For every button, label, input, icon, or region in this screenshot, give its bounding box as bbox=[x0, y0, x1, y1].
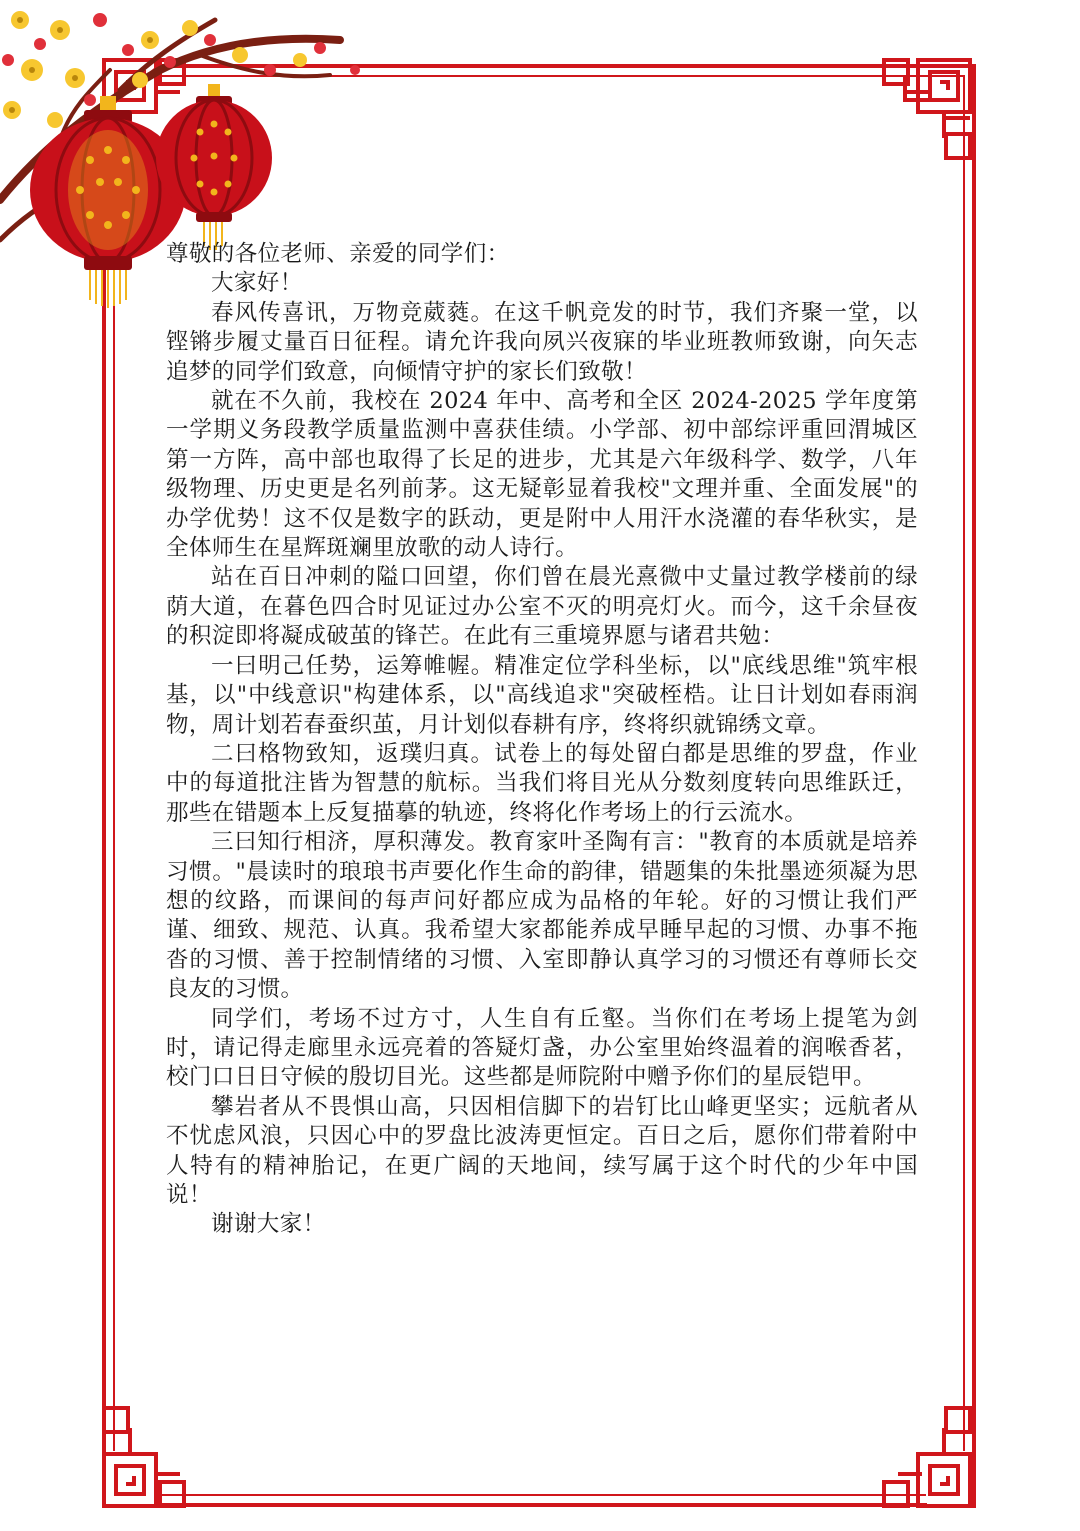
paragraph-achievements: 就在不久前，我校在 2024 年中、高考和全区 2024-2025 学年度第一学期义务段教学质量监测中喜获佳绩。小学部、初中部综评重回渭城区第一方阵，高中部也取得了长足的进步，尤其是六年级科学、数学，八年级物理、历史更是名列前茅。这无疑彰显着我校"文理并重、全面发展"的办学优势！这不仅是数字的跃动，更是附中人用汗水浇灌的春华秋实，是全体师生在星辉斑斓里放歌的动人诗行。 bbox=[166, 388, 918, 562]
paragraph-first-realm: 一曰明己任势，运筹帷幄。精准定位学科坐标，以"底线思维"筑牢根基，以"中线意识"构建体系，以"高线追求"突破桎梏。让日计划如春雨润物，周计划若春蚕织茧，月计划似春耕有序，终将织就锦绣文章。 bbox=[166, 652, 918, 738]
paragraph-third-realm: 三曰知行相济，厚积薄发。教育家叶圣陶有言："教育的本质就是培养习惯。"晨读时的琅琅书声要化作生命的韵律，错题集的朱批墨迹须凝为思想的纹路，而课间的每声问好都应成为品格的年轮。好的习惯让我们严谨、细致、规范、认真。我希望大家都能养成早睡早起的习惯、办事不拖沓的习惯、善于控制情绪的习惯、入室即静认真学习的习惯还有尊师长交良友的习惯。 bbox=[166, 829, 918, 1003]
salutation: 尊敬的各位老师、亲爱的同学们： bbox=[166, 241, 510, 267]
paragraph-encouragement: 同学们，考场不过方寸，人生自有丘壑。当你们在考场上提笔为剑时，请记得走廊里永远亮着的答疑灯盏，办公室里始终温着的润喉香茗，校门口日日守候的殷切目光。这些都是师院附中赠予你们的星辰铠甲。 bbox=[166, 1005, 918, 1091]
corner-fret-bottom-right bbox=[884, 1408, 974, 1506]
paragraph-second-realm: 二曰格物致知，返璞归真。试卷上的每处留白都是思维的罗盘，作业中的每道批注皆为智慧的航标。当我们将目光从分数刻度转向思维跃迁，那些在错题本上反复描摹的轨迹，终将化作考场上的行云流水。 bbox=[166, 740, 918, 826]
corner-fret-bottom-left bbox=[104, 1408, 184, 1506]
closing: 谢谢大家！ bbox=[211, 1211, 326, 1238]
paragraph-retrospect: 站在百日冲刺的隘口回望，你们曾在晨光熹微中丈量过教学楼前的绿荫大道，在暮色四合时见证过办公室不灭的明亮灯火。而今，这千余昼夜的积淀即将凝成破茧的锋芒。在此有三重境界愿与诸君共勉： bbox=[166, 564, 918, 650]
paragraph-opening: 春风传喜讯，万物竞葳蕤。在这千帆竞发的时节，我们齐聚一堂，以铿锵步履丈量百日征程。请允许我向夙兴夜寐的毕业班教师致谢，向矢志追梦的同学们致意，向倾情守护的家长们致敬！ bbox=[166, 299, 918, 385]
corner-fret-top-right bbox=[884, 60, 974, 158]
greeting: 大家好！ bbox=[211, 270, 303, 297]
speech-letter bbox=[166, 240, 918, 1240]
paragraph-conclusion: 攀岩者从不畏惧山高，只因相信脚下的岩钉比山峰更坚实；远航者从不忧虑风浪，只因心中的罗盘比波涛更恒定。百日之后，愿你们带着附中人特有的精神胎记，在更广阔的天地间，续写属于这个时代的少年中国说！ bbox=[166, 1093, 918, 1208]
